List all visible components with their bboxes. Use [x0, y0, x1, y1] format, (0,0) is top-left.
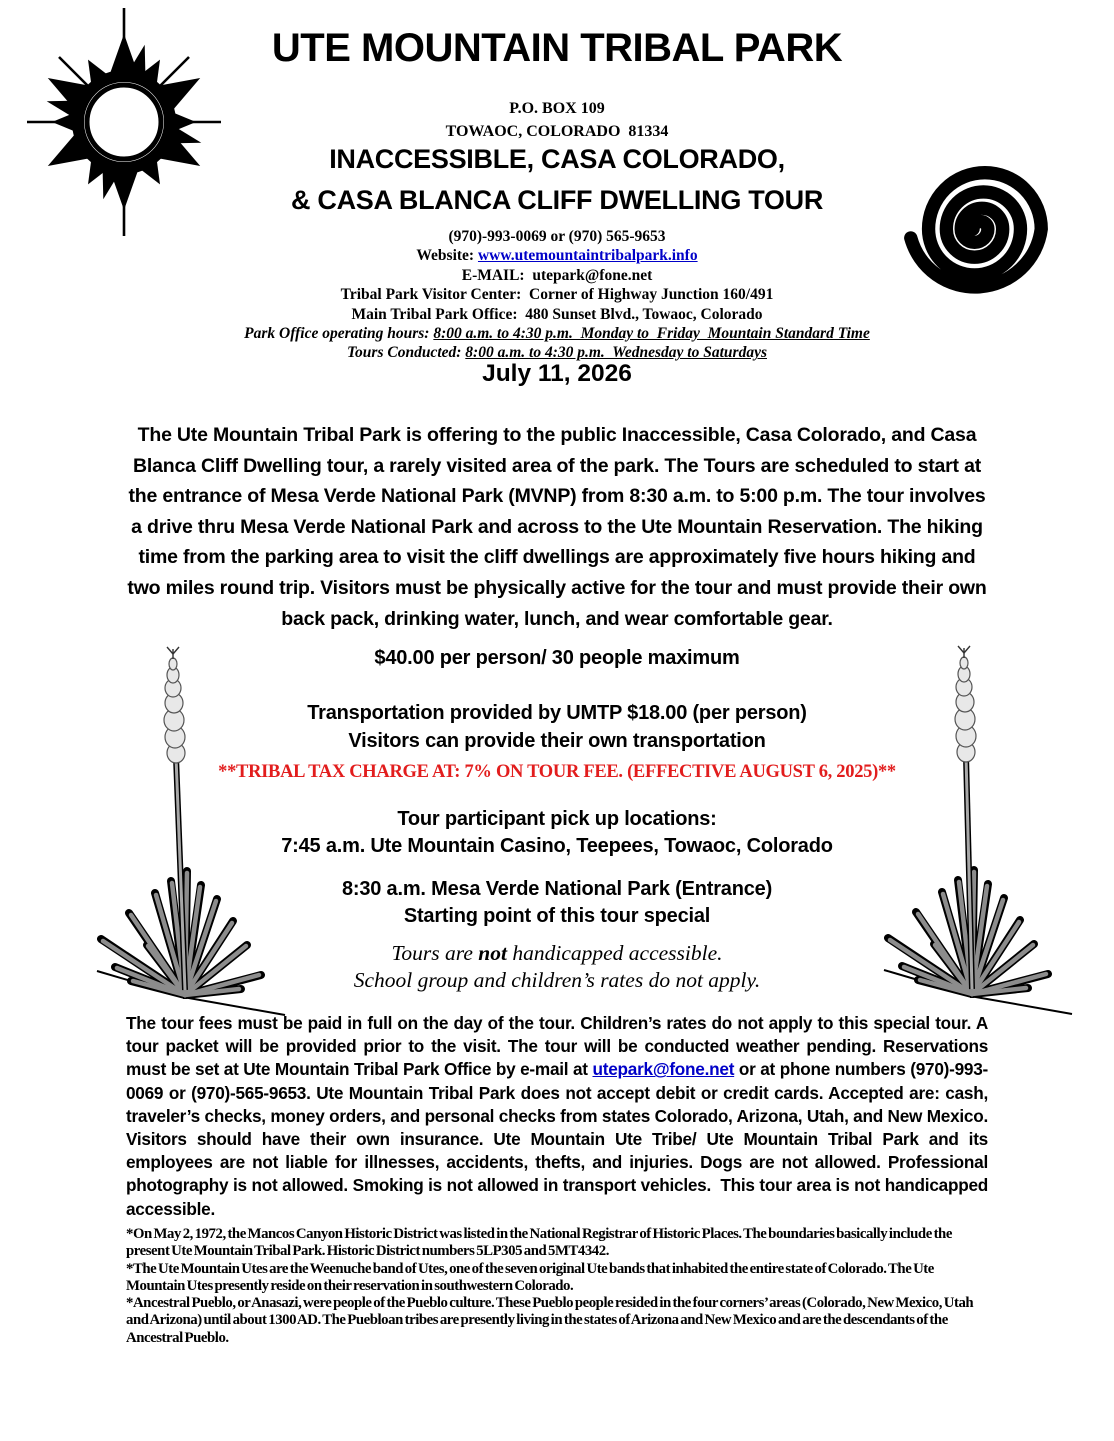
transport-line1: Transportation provided by UMTP $18.00 (per person) — [307, 702, 807, 724]
intro-paragraph: The Ute Mountain Tribal Park is offering to the public Inaccessible, Casa Colorado, and Casa Blanca Cliff Dwelling tour, a rarely visited area of the park. The Tours are scheduled to start at the entrance of Mesa Verde National Park (MVNP) from 8:30 a.m. to 5:00 p.m. The tour involves a drive thru Mesa Verde National Park and across to the Ute Mountain Reservation. The hiking time from the parking area to visit the cliff dwellings are approximately five hours hiking and two miles round trip. Visitors must be physically active for the tour and must provide their own back pack, drinking water, lunch, and wear comfortable gear. — [127, 424, 987, 630]
footnote-2: *The Ute Mountain Utes are the Weenuche band of Utes, one of the seven original Ute bands that inhabited the entire state of Colorado. The Ute Mountain Utes presently reside on their reservation in southwestern Colorado. — [126, 1260, 934, 1294]
accessibility-note — [126, 940, 988, 994]
accessibility-post: handicapped accessible. — [506, 941, 723, 965]
pickup-heading: Tour participant pick up locations: — [397, 808, 717, 830]
pickup-location-2-note: Starting point of this tour special — [403, 905, 711, 927]
pickup-location-1: 7:45 a.m. Ute Mountain Casino, Teepees, Towaoc, Colorado — [281, 835, 833, 857]
website-label: Website: — [416, 247, 478, 265]
footnote-1: *On May 2, 1972, the Mancos Canyon Historic District was listed in the National Registrar of Historic Places. The boundaries basically include the present Ute Mountain Tribal Park. Historic District numbers 5LP305 and 5MT4342. — [126, 1226, 952, 1260]
office-hours-label: Park Office operating hours: — [244, 325, 434, 343]
terms-paragraph — [126, 1012, 993, 1221]
page-title: UTE MOUNTAIN TRIBAL PARK — [271, 26, 843, 70]
office-hours-value: 8:00 a.m. to 4:30 p.m. Monday to Friday Mountain Standard Time — [433, 325, 870, 343]
tour-name-line1: INACCESSIBLE, CASA COLORADO, — [329, 144, 785, 174]
phone-line: (970)-993-0069 or (970) 565-9653 — [448, 228, 666, 245]
tours-conducted-label: Tours Conducted: — [347, 344, 466, 362]
website-line — [126, 246, 988, 265]
accessibility-line — [126, 940, 988, 967]
address-block — [126, 97, 988, 143]
transport-line2: Visitors can provide their own transportation — [348, 730, 766, 752]
terms-part1: The tour fees must be paid in full on the day of the tour. Children’s rates do not apply to this special tour. A tour packet will be provided prior to the visit. The tour will be conducted weather pending. Reservations must be set at Ute Mountain Tribal Park Office by e-mail at — [126, 1013, 993, 1080]
main-office-line: Main Tribal Park Office: 480 Sunset Blvd., Towaoc, Colorado — [351, 305, 763, 323]
po-box-line: P.O. BOX 109 — [509, 100, 605, 117]
footnote-3: *Ancestral Pueblo, or Anasazi, were people of the Pueblo culture. These Pueblo people resided in the four corners’ areas (Colorado, New Mexico, Utah and Arizona) until about 1300 AD. The Puebloan tribes are presently living in the states of Arizona and New Mexico and are the descendants of the Ancestral Pueblo. — [126, 1295, 974, 1346]
tour-name-line2: & CASA BLANCA CLIFF DWELLING TOUR — [290, 185, 824, 215]
pickup-block-1 — [126, 806, 988, 860]
school-rates-line: School group and children’s rates do not apply. — [353, 968, 761, 992]
accessibility-pre: Tours are — [391, 941, 479, 965]
contact-block — [126, 227, 988, 363]
visitor-center-line: Tribal Park Visitor Center: Corner of Highway Junction 160/491 — [340, 286, 774, 304]
tours-conducted-value: 8:00 a.m. to 4:30 p.m. Wednesday to Saturdays — [465, 344, 767, 362]
transport-block — [126, 699, 988, 755]
office-hours-line — [126, 324, 988, 343]
accessibility-bold: not — [478, 941, 507, 965]
terms-part2: or at phone numbers (970)-993-0069 or (970)-565-9653. Ute Mountain Tribal Park does not accept debit or credit cards. Accepted are: cash, traveler’s checks, money orders, and personal checks from states Colorado, Arizona, Utah, and New Mexico. Visitors should have their own insurance. Ute Mountain Ute Tribe/ Ute Mountain Tribal Park and its employees are not liable for illnesses, accidents, thefts, and injuries. Dogs are not allowed. Professional photography is not allowed. Smoking is not allowed in transport vehicles. This tour area is not handicapped accessible. — [126, 1059, 993, 1219]
footnotes-block — [126, 1226, 988, 1347]
city-line: TOWAOC, COLORADO 81334 — [445, 123, 669, 140]
tour-date: July 11, 2026 — [482, 360, 632, 387]
pickup-location-2: 8:30 a.m. Mesa Verde National Park (Entrance) — [341, 878, 773, 900]
price-line: $40.00 per person/ 30 people maximum — [374, 647, 740, 669]
pickup-block-2 — [126, 876, 988, 930]
tribal-tax-notice: **TRIBAL TAX CHARGE AT: 7% ON TOUR FEE. (EFFECTIVE AUGUST 6, 2025)** — [218, 762, 896, 782]
website-link[interactable]: www.utemountaintribalpark.info — [477, 247, 698, 265]
email-line: E-MAIL: utepark@fone.net — [461, 266, 653, 284]
email-link[interactable]: utepark@fone.net — [592, 1059, 735, 1080]
